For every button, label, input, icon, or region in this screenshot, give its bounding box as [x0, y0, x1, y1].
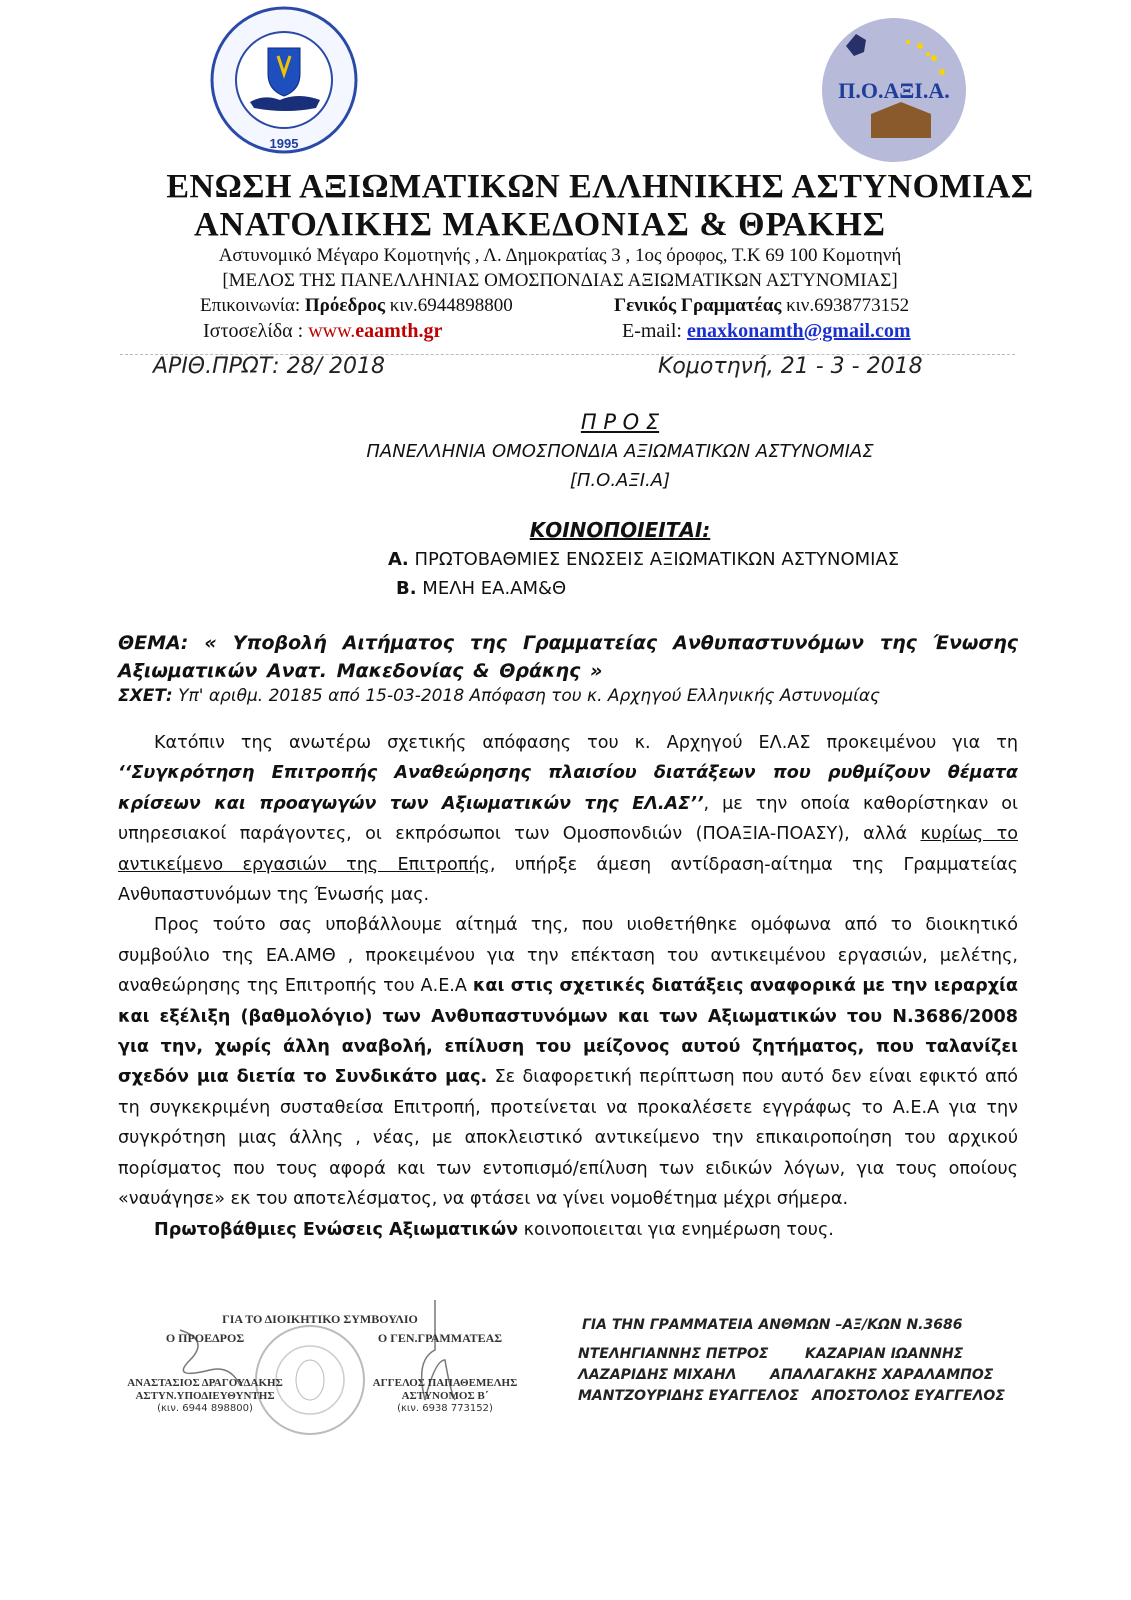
related-label: ΣΧΕΤ:	[118, 686, 173, 706]
committee-title: ‘‘Συγκρότηση Επιτροπής Αναθεώρησης πλαισίου διατάξεων που ρυθμίζουν θέματα κρίσεων και προαγωγών των Αξιωματικών της ΕΛ.ΑΣ’’	[118, 763, 1018, 814]
to-label: Π Ρ Ο Σ	[580, 410, 660, 434]
secretary-rank: ΑΣΤΥΝΟΜΟΣ Β΄	[401, 1390, 489, 1402]
to-recipient: ΠΑΝΕΛΛΗΝΙΑ ΟΜΟΣΠΟΝΔΙΑ ΑΞΙΩΜΑΤΙΚΩΝ ΑΣΤΥΝΟΜΙΑΣ	[366, 441, 874, 462]
svg-text:1995: 1995	[269, 136, 299, 151]
svg-text:Π.Ο.ΑΞΙ.Α.: Π.Ο.ΑΞΙ.Α.	[838, 78, 950, 103]
website-link-prefix[interactable]: www.	[308, 320, 356, 342]
text: Προς τούτο σας υποβάλλουμε αίτημά της, που υιοθετήθηκε ομόφωνα από το διοικητικό συμβούλιο της ΕΑ.ΑΜΘ , προκειμένου για την επέκταση του αντικειμένου εργασιών, μελέτης, αναθεώρησης της Επιτροπής του Α.Ε.Α	[118, 915, 1018, 997]
address: Αστυνομικό Μέγαρο Κομοτηνής , Λ. Δημοκρατίας 3 , 1ος όροφος, Τ.Κ 69 100 Κομοτηνή	[218, 245, 902, 266]
secretary-phone: κιν.6938773152	[781, 295, 910, 316]
president-label: Πρόεδρος	[304, 295, 385, 316]
member-name: ΜΑΝΤΖΟΥΡΙΔΗΣ ΕΥΑΓΓΕΛΟΣ	[578, 1388, 799, 1404]
org-title-line2: ΑΝΑΤΟΛΙΚΗΣ ΜΑΚΕΔΟΝΙΑΣ & ΘΡΑΚΗΣ	[193, 206, 887, 243]
bold-text: Πρωτοβάθμιες Ενώσεις Αξιωματικών	[154, 1219, 519, 1240]
member-name: ΛΑΖΑΡΙΔΗΣ ΜΙΧΑΗΛ	[578, 1367, 737, 1383]
paragraph-1	[118, 728, 1018, 910]
related-reference	[118, 686, 880, 706]
related-text: Υπ' αριθμ. 20185 από 15-03-2018 Απόφαση του κ. Αρχηγού Ελληνικής Αστυνομίας	[172, 686, 881, 706]
subject: ΘΕΜΑ: « Υποβολή Αιτήματος της Γραμματείας Ανθυπαστυνόμων της Ένωσης Αξιωματικών Ανατ. Μακεδονίας & Θράκης »	[118, 632, 1018, 682]
secretariat-label: ΓΙΑ ΤΗΝ ΓΡΑΜΜΑΤΕΙΑ ΑΝΘΜΩΝ –ΑΞ/ΚΩΝ Ν.3686	[582, 1317, 963, 1333]
text: Κατόπιν της ανωτέρω σχετικής απόφασης του κ. Αρχηγού ΕΛ.ΑΣ προκειμένου για τη	[154, 733, 1018, 753]
cc-text: ΜΕΛΗ ΕΑ.ΑΜ&Θ	[416, 578, 567, 599]
secretary-name: ΑΓΓΕΛΟΣ ΠΑΠΑΘΕΜΕΛΗΣ	[372, 1377, 518, 1389]
text: , υπήρξε άμεση αντίδραση-αίτημα της Γραμματείας Ανθυπαστυνόμων της Ένωσής μας.	[118, 854, 1019, 906]
text: κοινοποιειται για ενημέρωση τους.	[518, 1219, 834, 1240]
president-name: ΑΝΑΣΤΑΣΙΟΣ ΔΡΑΓΟΥΔΑΚΗΣ	[127, 1377, 283, 1389]
secretary-phone: (κιν. 6938 773152)	[397, 1403, 493, 1414]
cc-letter: Β.	[396, 578, 417, 599]
cc-letter: Α.	[388, 549, 409, 570]
protocol-number: ΑΡΙΘ.ΠΡΩΤ: 28/ 2018	[153, 354, 385, 379]
secretary-contact	[614, 295, 909, 317]
website-label: Ιστοσελίδα :	[203, 320, 309, 342]
to-recipient-abbr: [Π.Ο.ΑΞΙ.Α]	[569, 470, 671, 491]
cc-item	[388, 549, 899, 570]
member-name: ΑΠΟΣΤΟΛΟΣ ΕΥΑΓΓΕΛΟΣ	[812, 1388, 1005, 1404]
letter-body	[118, 728, 1018, 1245]
president-contact	[200, 295, 513, 317]
email-label: E-mail:	[622, 320, 687, 342]
president-phone: (κιν. 6944 898800)	[157, 1403, 253, 1414]
board-signatures	[120, 1300, 540, 1440]
secretary-label: Γενικός Γραμματέας	[614, 295, 782, 316]
president-phone: κιν.6944898800	[385, 295, 513, 316]
org-title-line1: ΕΝΩΣΗ ΑΞΙΩΜΑΤΙΚΩΝ ΕΛΛΗΝΙΚΗΣ ΑΣΤΥΝΟΜΙΑΣ	[166, 168, 1034, 205]
contact-label: Επικοινωνία:	[200, 295, 305, 316]
cc-text: ΠΡΩΤΟΒΑΘΜΙΕΣ ΕΝΩΣΕΙΣ ΑΞΙΩΜΑΤΙΚΩΝ ΑΣΤΥΝΟΜΙΑΣ	[408, 549, 900, 570]
president-rank: ΑΣΤΥΝ.ΥΠΟΔΙΕΥΘΥΝΤΗΣ	[135, 1390, 275, 1402]
poaxia-logo	[816, 14, 972, 169]
website-line	[203, 320, 442, 343]
bold-request: και στις σχετικές διατάξεις αναφορικά με την ιεραρχία και εξέλιξη (βαθμολόγιο) των Ανθυπαστυνόμων και των Αξιωματικών του Ν.3686/2008 για την, χωρίς άλλη αναβολή, επίλυση του μείζονος αυτού ζητήματος, που ταλανίζει σχεδόν μια διετία το Συνδικάτο μας.	[118, 976, 1018, 1088]
union-logo	[204, 4, 364, 159]
federation-membership: [ΜΕΛΟΣ ΤΗΣ ΠΑΝΕΛΛΗΝΙΑΣ ΟΜΟΣΠΟΝΔΙΑΣ ΑΞΙΩΜΑΤΙΚΩΝ ΑΣΤΥΝΟΜΙΑΣ]	[222, 270, 898, 291]
text: Σε διαφορετική περίπτωση που αυτό δεν είναι εφικτό από τη συγκεκριμένη συσταθείσα Επιτροπή, προτείνεται να προκαλέσετε εγγράφως το Α.Ε.Α για την συγκρότηση μιας άλλης , νέας, με αποκλειστικό αντικείμενο την επικαιροποίηση του αρχικού πορίσματος που τους αφορά και των εντοπισμό/επίλυση των ειδικών λόγων, για τους οποίους «ναυάγησε» εκ του αποτελέσματος, να φτάσει να γίνει νομοθέτημα μέχρι σήμερα.	[118, 1067, 1018, 1210]
place-date: Κομοτηνή, 21 - 3 - 2018	[658, 354, 923, 379]
cc-item	[396, 578, 566, 599]
board-label: ΓΙΑ ΤΟ ΔΙΟΙΚΗΤΙΚΟ ΣΥΜΒΟΥΛΙΟ	[222, 1312, 418, 1326]
president-title: Ο ΠΡΟΕΔΡΟΣ	[165, 1331, 245, 1345]
member-name: ΝΤΕΛΗΓΙΑΝΝΗΣ ΠΕΤΡΟΣ	[578, 1346, 769, 1362]
website-link[interactable]: eaamth.gr	[355, 320, 443, 342]
paragraph-2	[118, 910, 1018, 1214]
underlined-text: κυρίως το αντικείμενο εργασιών της Επιτροπής	[118, 824, 1018, 875]
paragraph-3	[118, 1215, 1018, 1245]
text: , με την οποία καθορίστηκαν οι υπηρεσιακοί παράγοντες, οι εκπρόσωποι των Ομοσπονδιών (ΠΟΑΞΙΑ-ΠΟΑΣΥ), αλλά	[118, 793, 1018, 845]
cc-label: ΚΟΙΝΟΠΟΙΕΙΤΑΙ:	[529, 518, 711, 542]
email-line	[622, 320, 911, 343]
member-name: ΚΑΖΑΡΙΑΝ ΙΩΑΝΝΗΣ	[805, 1346, 964, 1362]
member-name: ΑΠΑΛΑΓΑΚΗΣ ΧΑΡΑΛΑΜΠΟΣ	[770, 1367, 994, 1383]
secretary-title: Ο ΓΕΝ.ΓΡΑΜΜΑΤΕΑΣ	[377, 1331, 503, 1345]
email-link[interactable]: enaxkonamth@gmail.com	[686, 320, 911, 342]
